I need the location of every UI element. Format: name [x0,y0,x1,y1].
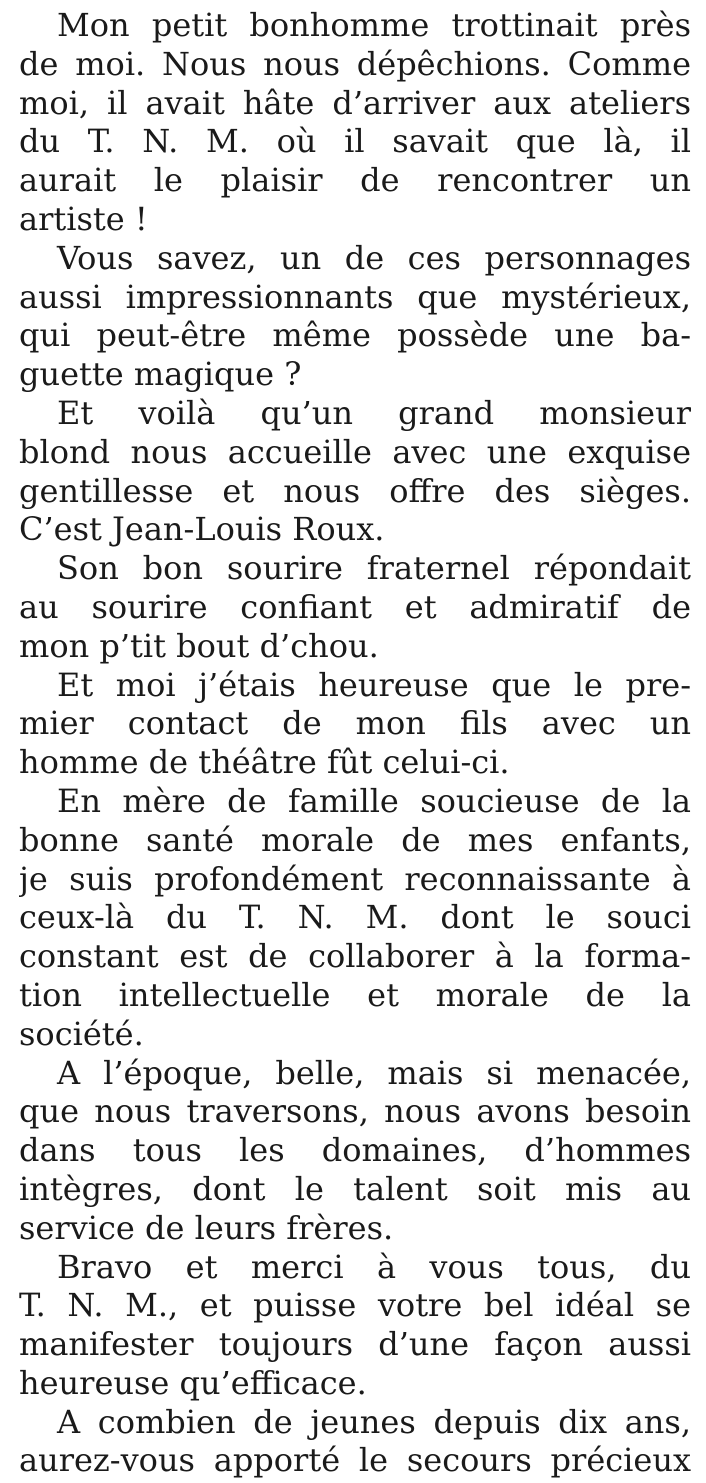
text-line: mon p’tit bout d’chou. [19,626,379,665]
text-line: Son bon sourire fraternel répondait [57,549,691,588]
text-line: qui peut-être même possède une ba- [19,316,691,355]
paragraph-mysterious [19,239,691,394]
paragraph-smile [19,549,691,665]
text-line: Et voilà qu’un grand monsieur [57,393,691,432]
text-line: de moi. Nous nous dépêchions. Comme [19,44,691,83]
text-line: aussi impressionnants que mystérieux, [19,277,691,316]
text-line: dans tous les domaines, d’hommes [19,1131,691,1170]
text-line: Vous savez, un de ces personnages [57,238,691,277]
text-line: gentillesse et nous offre des sièges. [19,471,691,510]
text-line: En mère de famille soucieuse de la [57,781,691,820]
text-line: au sourire confiant et admiratif de [19,587,691,626]
paragraph-arrival [19,6,691,239]
text-line: je suis profondément reconnaissante à [19,859,691,898]
text-line: artiste ! [19,199,148,238]
text-line: intègres, dont le talent soit mis au [19,1169,691,1208]
text-line: que nous traversons, nous avons besoin [19,1092,691,1131]
text-line: A l’époque, belle, mais si menacée, [57,1053,691,1092]
text-line: du T. N. M. où il savait que là, il [19,122,691,161]
paragraph-gratitude [19,782,691,1054]
text-line: ceux-là du T. N. M. dont le souci [19,898,691,937]
paragraph-youth [19,1403,691,1481]
text-line: guette magique ? [19,355,302,394]
text-line: aurait le plaisir de rencontrer un [19,161,691,200]
text-line: manifester toujours d’une façon aussi [19,1325,691,1364]
paragraph-epoch [19,1054,691,1248]
text-line: société. [19,1014,144,1053]
text-line: Bravo et merci à vous tous, du [57,1247,691,1286]
text-line: blond nous accueille avec une exquise [19,432,691,471]
paragraph-welcome [19,394,691,549]
text-line: A combien de jeunes depuis dix ans, [57,1402,691,1441]
text-line: bonne santé morale de mes enfants, [19,820,691,859]
text-line: moi, il avait hâte d’arriver aux ateliers [19,83,691,122]
text-line: tion intellectuelle et morale de la [19,975,691,1014]
paragraph-bravo [19,1248,691,1403]
text-line: service de leurs frères. [19,1208,394,1247]
document-page [19,6,691,1480]
text-line: aurez-vous apporté le secours précieux [19,1441,691,1480]
text-line: mier contact de mon fils avec un [19,704,691,743]
text-line: T. N. M., et puisse votre bel idéal se [19,1286,691,1325]
text-line: homme de théâtre fût celui-ci. [19,743,510,782]
text-line: Mon petit bonhomme trottinait près [57,6,691,44]
text-line: constant est de collaborer à la forma- [19,937,691,976]
text-line: C’est Jean-Louis Roux. [19,510,385,549]
paragraph-first-contact [19,666,691,782]
text-line: heureuse qu’efficace. [19,1363,367,1402]
text-line: Et moi j’étais heureuse que le pre- [57,665,691,704]
